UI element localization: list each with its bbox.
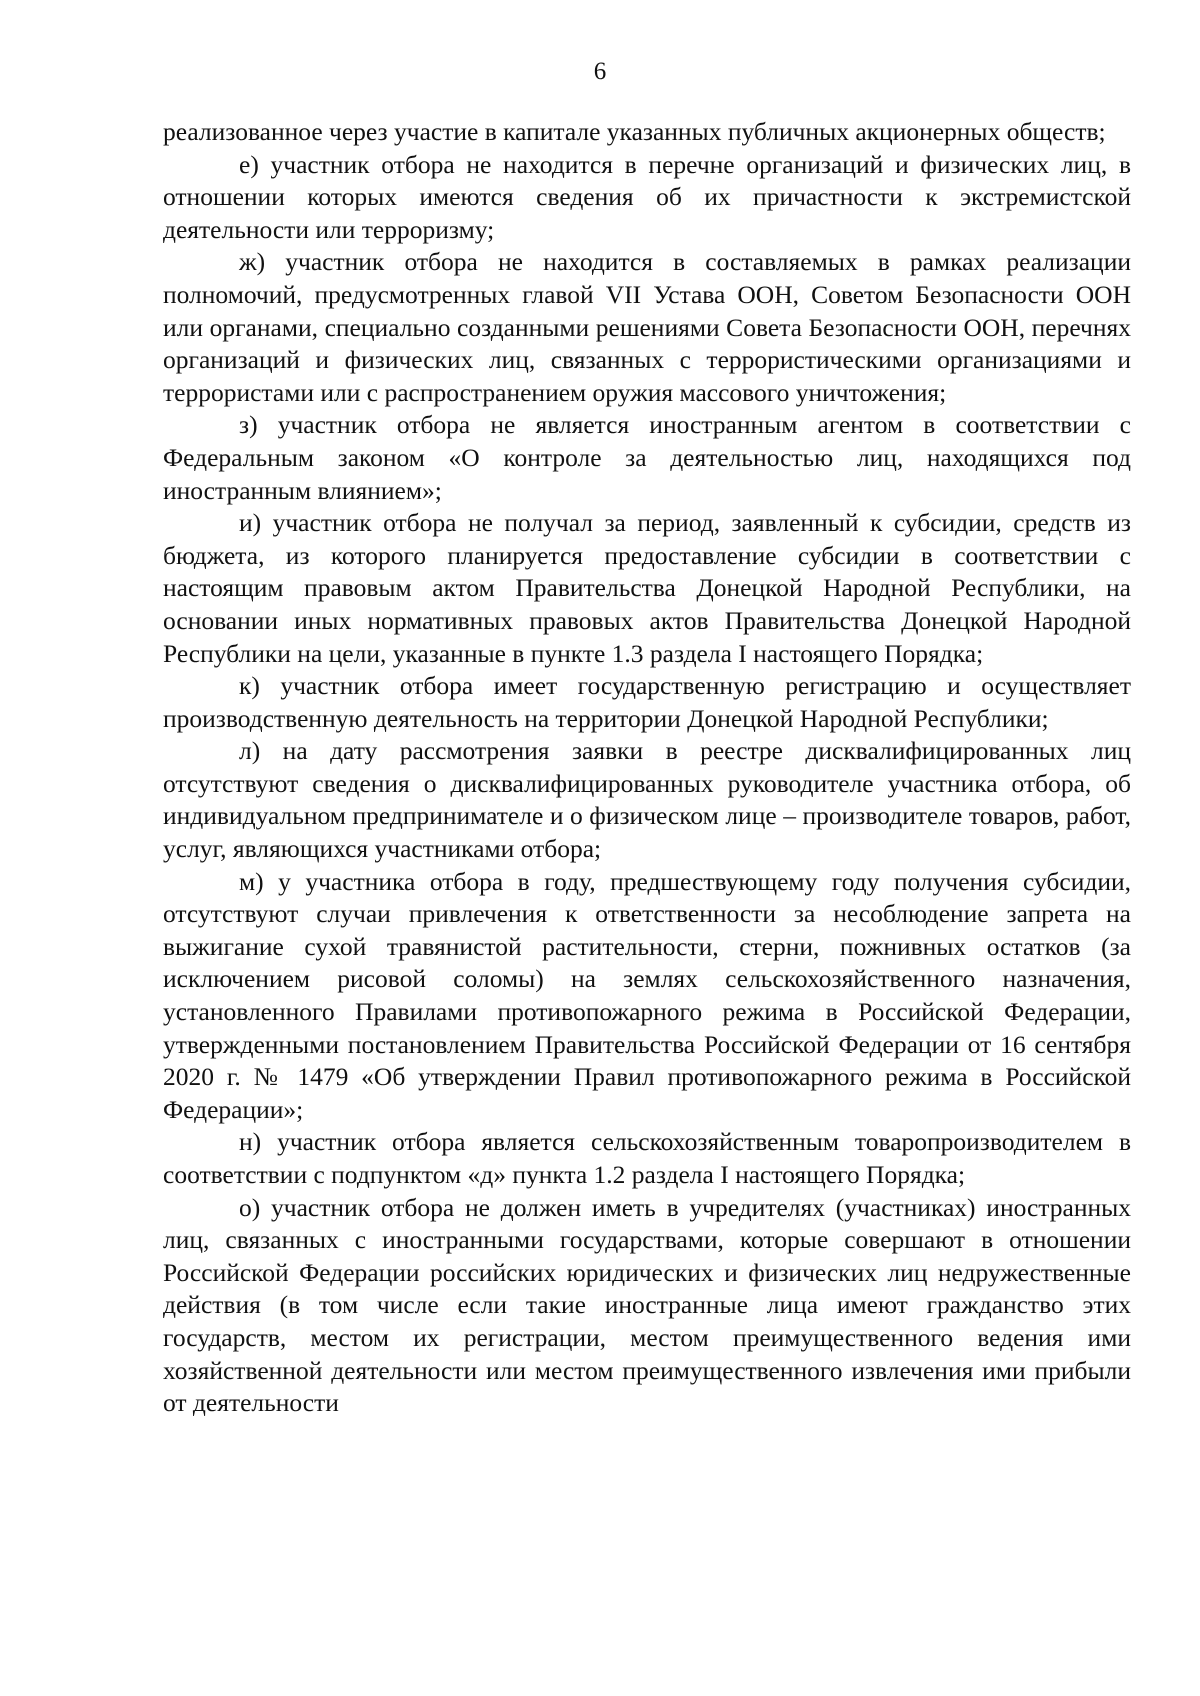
paragraph-item-e: е) участник отбора не находится в перечне организаций и физических лиц, в отношении которых имеются сведения об их причастности к экстремистской деятельности или терроризму; [163,149,1131,244]
paragraph-item-zh: ж) участник отбора не находится в составляемых в рамках реализации полномочий, предусмотренных главой VII Устава ООН, Советом Безопасности ООН или органами, специально созданными решениями Совета Безопасности ООН, перечнях организаций и физических лиц, связанных с террористическими организациями и террористами или с распространением оружия массового уничтожения; [163,247,1131,407]
paragraph-item-z: з) участник отбора не является иностранным агентом в соответствии с Федеральным законом «О контроле за деятельностью лиц, находящихся под иностранным влиянием»; [163,410,1131,505]
paragraph-item-l: л) на дату рассмотрения заявки в реестре дисквалифицированных лиц отсутствуют сведения о дисквалифицированных руководителе участника отбора, об индивидуальном предпринимателе и о физическом лице – производителе товаров, работ, услуг, являющихся участниками отбора; [163,736,1131,864]
paragraph-item-m: м) у участника отбора в году, предшествующему году получения субсидии, отсутствуют случаи привлечения к ответственности за несоблюдение запрета на выжигание сухой травянистой растительности, стерни, пожнивных остатков (за исключением рисовой соломы) на землях сельскохозяйственного назначения, установленного Правилами противопожарного режима в Российской Федерации, утвержденными постановлением Правительства Российской Федерации от 16 сентября 2020 г. № 1479 «Об утверждении Правил противопожарного режима в Российской Федерации»; [163,866,1131,1124]
page-number: 6 [593,58,607,85]
paragraph-item-k: к) участник отбора имеет государственную регистрацию и осуществляет производственную деятельность на территории Донецкой Народной Республики; [163,671,1131,733]
paragraph-item-i: и) участник отбора не получал за период, заявленный к субсидии, средств из бюджета, из которого планируется предоставление субсидии в соответствии с настоящим правовым актом Правительства Донецкой Народной Республики, на основании иных нормативных правовых актов Правительства Донецкой Народной Республики на цели, указанные в пункте 1.3 раздела I настоящего Порядка; [163,508,1131,668]
paragraph-item-n: н) участник отбора является сельскохозяйственным товаропроизводителем в соответствии с подпунктом «д» пункта 1.2 раздела I настоящего Порядка; [163,1127,1131,1189]
paragraph-item-o: о) участник отбора не должен иметь в учредителях (участниках) иностранных лиц, связанных с иностранными государствами, которые совершают в отношении Российской Федерации российских юридических и физических лиц недружественные действия (в том числе если такие иностранные лица имеют гражданство этих государств, местом их регистрации, местом преимущественного ведения ими хозяйственной деятельности или местом преимущественного извлечения ими прибыли от деятельности [163,1192,1131,1418]
document-body [163,116,1131,1420]
paragraph-continuation: реализованное через участие в капитале указанных публичных акционерных обществ; [163,117,1106,146]
